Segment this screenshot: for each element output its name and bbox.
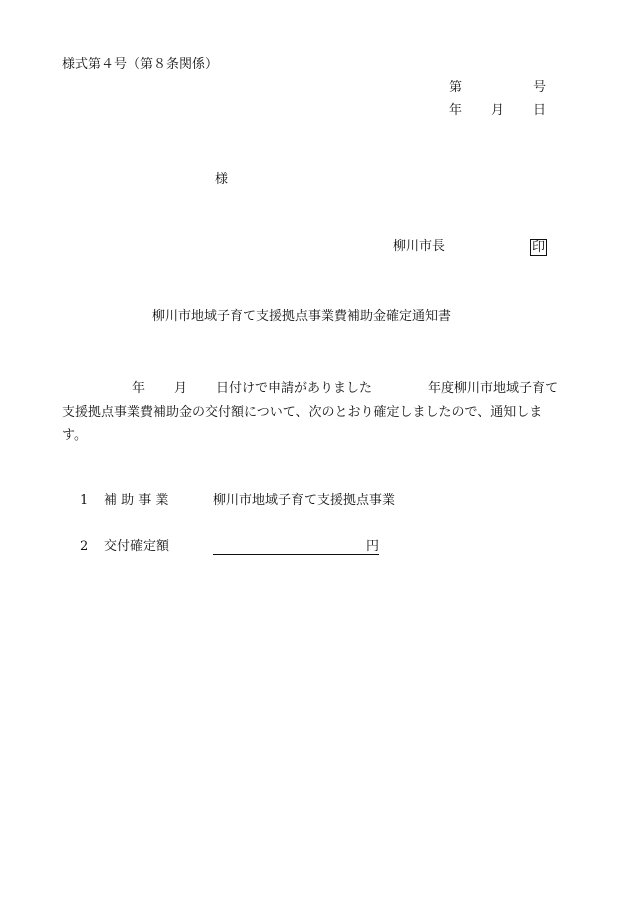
seal-box: 印	[532, 240, 546, 255]
body-month-mark: 月	[174, 381, 188, 396]
date-day-mark: 日	[533, 103, 547, 118]
sender-name: 柳川市長	[393, 239, 446, 254]
item-1-label: 補 助 事 業	[104, 493, 169, 508]
item-2-label: 交付確定額	[104, 539, 170, 554]
date-month-mark: 月	[491, 103, 505, 118]
body-date-phrase: 日付けで申請がありました	[216, 381, 373, 396]
body-continuation: て支援拠点事業費補助金の交付額について、次のとおり確定しましたので、通知します。	[62, 381, 559, 443]
document-number-suffix: 号	[533, 80, 547, 95]
body-line1-tail: 年度柳川市地域子育	[428, 381, 546, 396]
item-2-number: 2	[80, 539, 89, 554]
amount-unit: 円	[365, 539, 379, 554]
body-paragraph	[62, 377, 562, 448]
seal-mark	[530, 239, 547, 256]
date-year-mark: 年	[449, 103, 463, 118]
document-number-prefix: 第	[449, 80, 463, 95]
recipient-honorific: 様	[215, 172, 229, 187]
item-1-value: 柳川市地域子育て支援拠点事業	[213, 493, 396, 508]
item-1-number: 1	[80, 493, 89, 508]
body-year-mark: 年	[132, 381, 146, 396]
form-label: 様式第４号（第８条関係）	[62, 57, 219, 72]
document-title: 柳川市地域子育て支援拠点事業費補助金確定通知書	[152, 309, 452, 324]
amount-field	[213, 538, 379, 555]
